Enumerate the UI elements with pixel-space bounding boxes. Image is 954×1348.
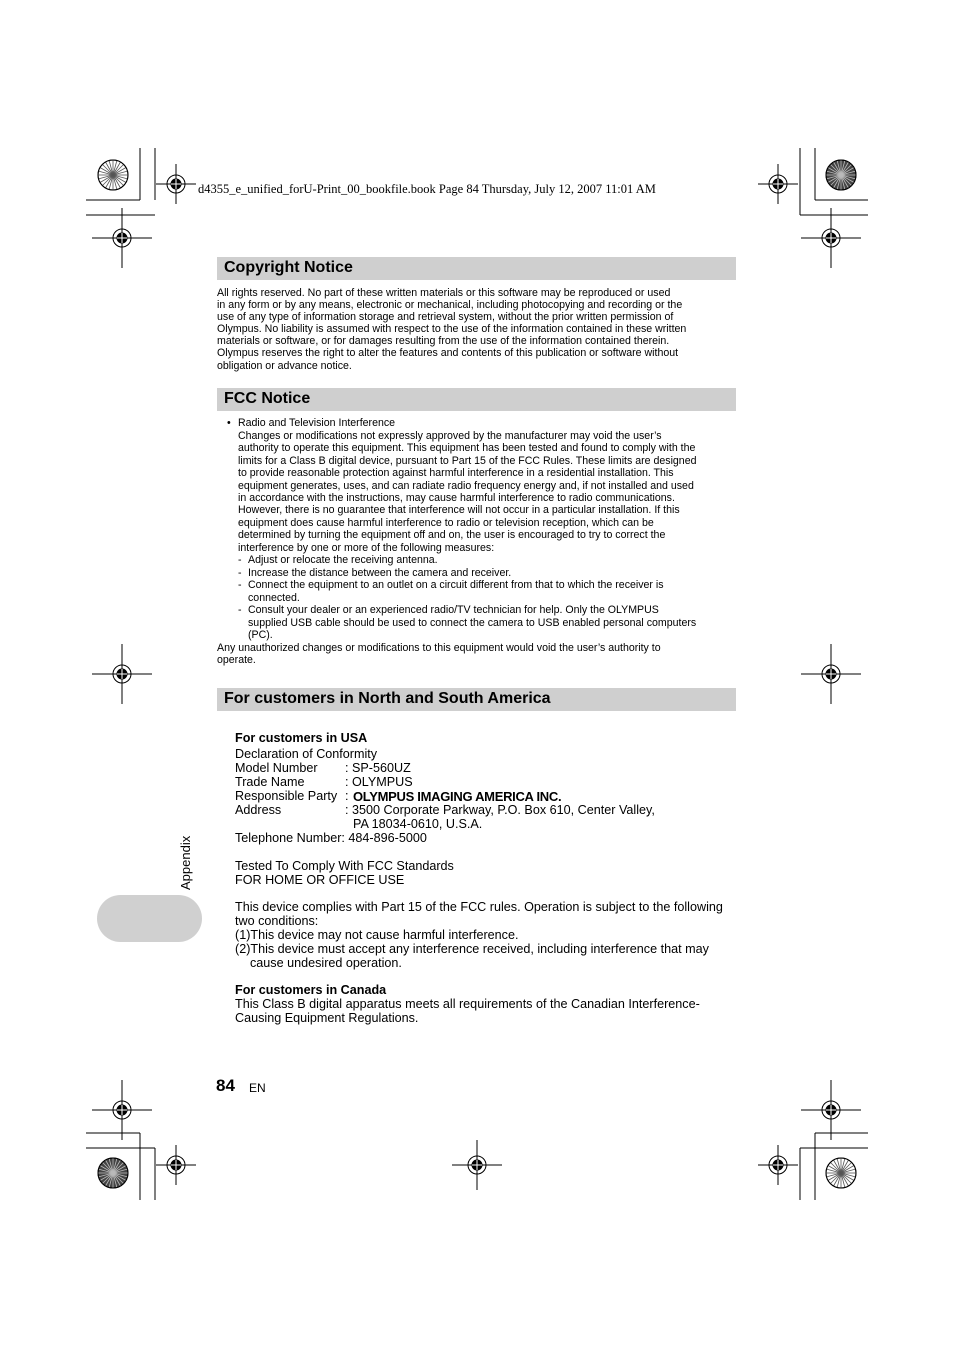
condition-2: (2)This device must accept any interference received, including interference that may <box>235 942 709 956</box>
measure-line: supplied USB cable should be used to connect the camera to USB enabled personal computers <box>248 617 697 629</box>
copyright-line: in any form or by any means, electronic or mechanical, including photocopying and recording or the <box>217 299 683 312</box>
fcc-body-line: equipment generates, uses, and can radiate radio frequency energy and, if not installed and used <box>238 480 694 492</box>
appendix-label-text: Appendix <box>178 835 193 890</box>
registration-target-icon <box>156 1145 196 1185</box>
canada-heading: For customers in Canada <box>235 983 387 997</box>
america-section-header <box>217 688 736 711</box>
registration-target-icon <box>801 208 861 268</box>
appendix-side-label <box>166 820 206 892</box>
use-statement: FOR HOME OR OFFICE USE <box>235 873 405 887</box>
america-title: For customers in North and South America <box>224 690 551 707</box>
registration-target-icon <box>758 164 798 204</box>
measure-line: Connect the equipment to an outlet on a circuit different from that to which the receiver is <box>248 579 664 591</box>
measure-line: Consult your dealer or an experienced radio/TV technician for help. Only the OLYMPUS <box>248 604 659 616</box>
responsible-party-logo: OLYMPUS IMAGING AMERICA INC. <box>353 789 562 804</box>
fcc-body-line: in accordance with the instructions, may cause harmful interference to radio communications. <box>238 492 675 504</box>
fcc-footer-line: Any unauthorized changes or modifications to this equipment would void the user’s authority to <box>217 642 661 654</box>
fcc-body-line: interference by one or more of the following measures: <box>238 542 495 554</box>
copyright-title: Copyright Notice <box>224 259 353 276</box>
copyright-line: Olympus reserves the right to alter the features and contents of this publication or software without <box>217 347 679 360</box>
registration-target-icon <box>92 644 152 704</box>
fcc-body-line: limits for a Class B digital device, pursuant to Part 15 of the FCC Rules. These limits are designed <box>238 455 697 467</box>
measure-dash: - <box>238 604 242 616</box>
fcc-body-line: However, there is no guarantee that interference will not occur in a particular installation. If this <box>238 504 680 516</box>
measure-line: connected. <box>248 592 300 604</box>
model-label: Model Number <box>235 761 318 775</box>
address-label: Address <box>235 803 282 817</box>
color-wheel-icon <box>98 1158 128 1188</box>
complies-line: This device complies with Part 15 of the FCC rules. Operation is subject to the following <box>235 900 723 914</box>
measure-dash: - <box>238 554 242 566</box>
usa-heading: For customers in USA <box>235 731 368 745</box>
fcc-body-line: determined by turning the equipment off and on, the user is encouraged to try to correct the <box>238 529 666 541</box>
registration-target-icon <box>801 644 861 704</box>
copyright-body <box>217 287 736 372</box>
condition-2-cont: cause undesired operation. <box>250 956 402 970</box>
condition-1: (1)This device may not cause harmful interference. <box>235 928 519 942</box>
address-line: : 3500 Corporate Parkway, P.O. Box 610, Center Valley, <box>345 803 655 817</box>
measure-line: Adjust or relocate the receiving antenna. <box>248 554 438 566</box>
bullet-icon: • <box>227 417 231 429</box>
copyright-line: All rights reserved. No part of these written materials or this software may be reproduced or used <box>217 287 671 299</box>
print-file-info: d4355_e_unified_forU-Print_00_bookfile.book Page 84 Thursday, July 12, 2007 11:01 AM <box>198 182 656 196</box>
address-line: PA 18034-0610, U.S.A. <box>353 817 483 831</box>
fcc-body-line: to provide reasonable protection against harmful interference in a residential installation. This <box>238 467 674 479</box>
copyright-section-header <box>217 257 736 280</box>
fcc-footer-line: operate. <box>217 654 256 666</box>
color-wheel-icon <box>98 160 128 190</box>
fcc-body-line: equipment does cause harmful interference to radio or television reception, which can be <box>238 517 654 529</box>
fcc-body-line: Changes or modifications not expressly approved by the manufacturer may void the user’s <box>238 430 662 442</box>
fcc-body-line: authority to operate this equipment. This equipment has been tested and found to comply with the <box>238 442 696 454</box>
page-number: 84 <box>216 1076 235 1095</box>
language-code: EN <box>249 1081 266 1095</box>
registration-target-icon <box>801 1080 861 1140</box>
color-wheel-icon <box>826 1158 856 1188</box>
color-wheel-icon <box>826 160 856 190</box>
declaration: Declaration of Conformity <box>235 747 378 761</box>
trade-label: Trade Name <box>235 775 305 789</box>
tested-statement: Tested To Comply With FCC Standards <box>235 859 454 873</box>
fcc-bullet-title: Radio and Television Interference <box>238 417 396 429</box>
measure-dash: - <box>238 579 242 591</box>
model-value: : SP-560UZ <box>345 761 411 775</box>
canada-line: Causing Equipment Regulations. <box>235 1011 419 1025</box>
registration-target-icon <box>92 1080 152 1140</box>
copyright-line: use of any type of information storage and retrieval system, without the prior written permission of <box>217 311 674 324</box>
registration-target-icon <box>758 1145 798 1185</box>
fcc-title: FCC Notice <box>224 390 311 407</box>
telephone: Telephone Number: 484-896-5000 <box>235 831 427 845</box>
registration-target-icon <box>156 164 196 204</box>
party-label: Responsible Party <box>235 789 338 803</box>
appendix-side-tab <box>97 895 202 942</box>
complies-line: two conditions: <box>235 914 319 928</box>
registration-target-icon <box>452 1140 502 1190</box>
measure-line: (PC). <box>248 629 273 641</box>
party-colon: : <box>345 789 349 803</box>
copyright-line: materials or software, or for damages resulting from the use of the information contained therein. <box>217 335 670 348</box>
measure-dash: - <box>238 567 242 579</box>
fcc-section-header <box>217 388 736 411</box>
registration-target-icon <box>92 208 152 268</box>
measure-line: Increase the distance between the camera and receiver. <box>248 567 512 579</box>
copyright-line: Olympus. No liability is assumed with respect to the use of the information contained in these written <box>217 323 687 336</box>
copyright-line: obligation or advance notice. <box>217 359 352 372</box>
canada-line: This Class B digital apparatus meets all requirements of the Canadian Interference- <box>235 997 700 1011</box>
trade-value: : OLYMPUS <box>345 775 413 789</box>
